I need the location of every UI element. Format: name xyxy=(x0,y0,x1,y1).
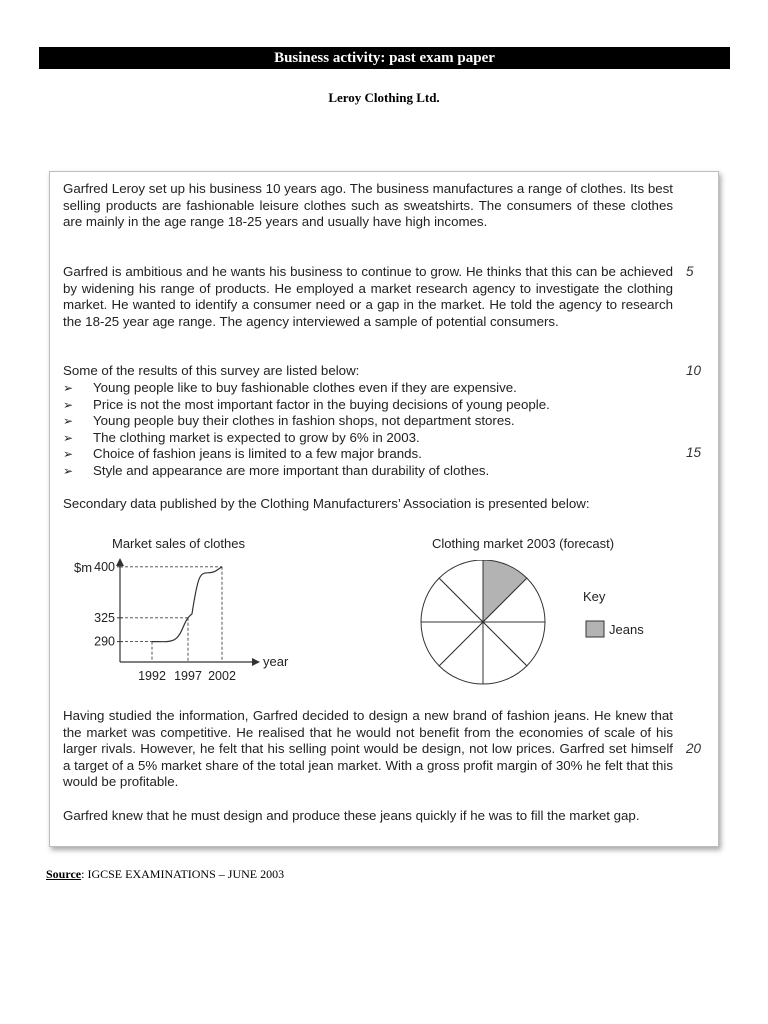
page-title-bar xyxy=(39,47,730,69)
clothing-market-pie-chart xyxy=(415,560,685,690)
survey-results-list xyxy=(63,380,673,480)
line-number: 5 xyxy=(686,264,694,279)
list-item: ➢ The clothing market is expected to grow by 6% in 2003. xyxy=(63,429,420,445)
legend-label: Jeans xyxy=(609,622,644,637)
y-axis-label: $m xyxy=(74,560,93,575)
pie-chart-title: Clothing market 2003 (forecast) xyxy=(432,536,615,551)
legend-title: Key xyxy=(583,589,606,604)
arrowhead-bullet-icon: ➢ xyxy=(63,430,74,445)
list-item: ➢ Style and appearance are more important than durability of clothes. xyxy=(63,462,490,478)
line-number: 20 xyxy=(686,741,702,756)
arrowhead-bullet-icon: ➢ xyxy=(63,463,74,478)
arrowhead-bullet-icon: ➢ xyxy=(63,447,74,462)
arrowhead-bullet-icon: ➢ xyxy=(63,397,74,412)
page-title: Business activity: past exam paper xyxy=(274,50,495,66)
market-sales-line xyxy=(152,567,222,642)
source-text: : IGCSE EXAMINATIONS – JUNE 2003 xyxy=(81,867,285,881)
line-number: 15 xyxy=(686,445,702,460)
arrowhead-bullet-icon: ➢ xyxy=(63,414,74,429)
paragraph-decision: Having studied the information, Garfred decided to design a new brand of fashion jeans. He knew that the market was competitive. He realised that he would not benefit from the economies of scale of his larger rivals. However, he felt that his selling point would be design, not low prices. Garfred set himself a target of a 5% market share of the total jean market. With a gross profit margin of 30% he felt that this would be profitable. xyxy=(63,708,673,790)
arrowhead-bullet-icon: ➢ xyxy=(63,381,74,395)
paragraph-conclusion: Garfred knew that he must design and produce these jeans quickly if he was to fill the market gap. xyxy=(63,808,640,823)
y-tick-label: 400 xyxy=(94,559,115,574)
x-tick-label: 1992 xyxy=(138,669,166,682)
y-tick-label: 290 xyxy=(94,634,115,649)
list-item: ➢ Young people like to buy fashionable clothes even if they are expensive. xyxy=(63,380,517,395)
line-chart-title: Market sales of clothes xyxy=(112,536,245,551)
x-axis-label: year xyxy=(263,654,289,669)
list-item: ➢ Young people buy their clothes in fashion shops, not department stores. xyxy=(63,413,515,429)
list-item: ➢ Choice of fashion jeans is limited to a few major brands. xyxy=(63,446,422,462)
case-study-title: Leroy Clothing Ltd. xyxy=(328,90,440,105)
line-number: 10 xyxy=(686,363,702,378)
x-tick-label: 1997 xyxy=(174,669,202,682)
list-item: ➢ Price is not the most important factor in the buying decisions of young people. xyxy=(63,396,550,412)
paragraph-intro: Garfred Leroy set up his business 10 years ago. The business manufactures a range of clothes. Its best selling products are fashionable leisure clothes such as sweatshirts. The consumers of these clothes are mainly in the age range 18-25 years and usually have high incomes. xyxy=(63,181,673,230)
paragraph-growth: Garfred is ambitious and he wants his business to continue to grow. He thinks that this can be achieved by widening his range of products. He employed a market research agency to investigate the clothing market. He wanted to identify a consumer need or a gap in the market. He told the agency to research the 18-25 year age range. The agency interviewed a sample of potential consumers. xyxy=(63,264,673,329)
source-label: Source xyxy=(46,867,82,881)
x-axis-arrow-icon xyxy=(252,658,260,666)
legend-swatch xyxy=(586,621,604,637)
source-citation xyxy=(46,867,284,882)
case-study-scan xyxy=(49,171,719,847)
y-axis-arrow-icon xyxy=(116,558,124,566)
paragraph-secondary-data: Secondary data published by the Clothing Manufacturers’ Association is presented below: xyxy=(63,496,590,511)
paragraph-survey-intro: Some of the results of this survey are listed below: xyxy=(63,363,360,378)
market-sales-line-chart xyxy=(60,552,320,682)
y-tick-label: 325 xyxy=(94,610,115,625)
x-tick-label: 2002 xyxy=(208,669,236,682)
